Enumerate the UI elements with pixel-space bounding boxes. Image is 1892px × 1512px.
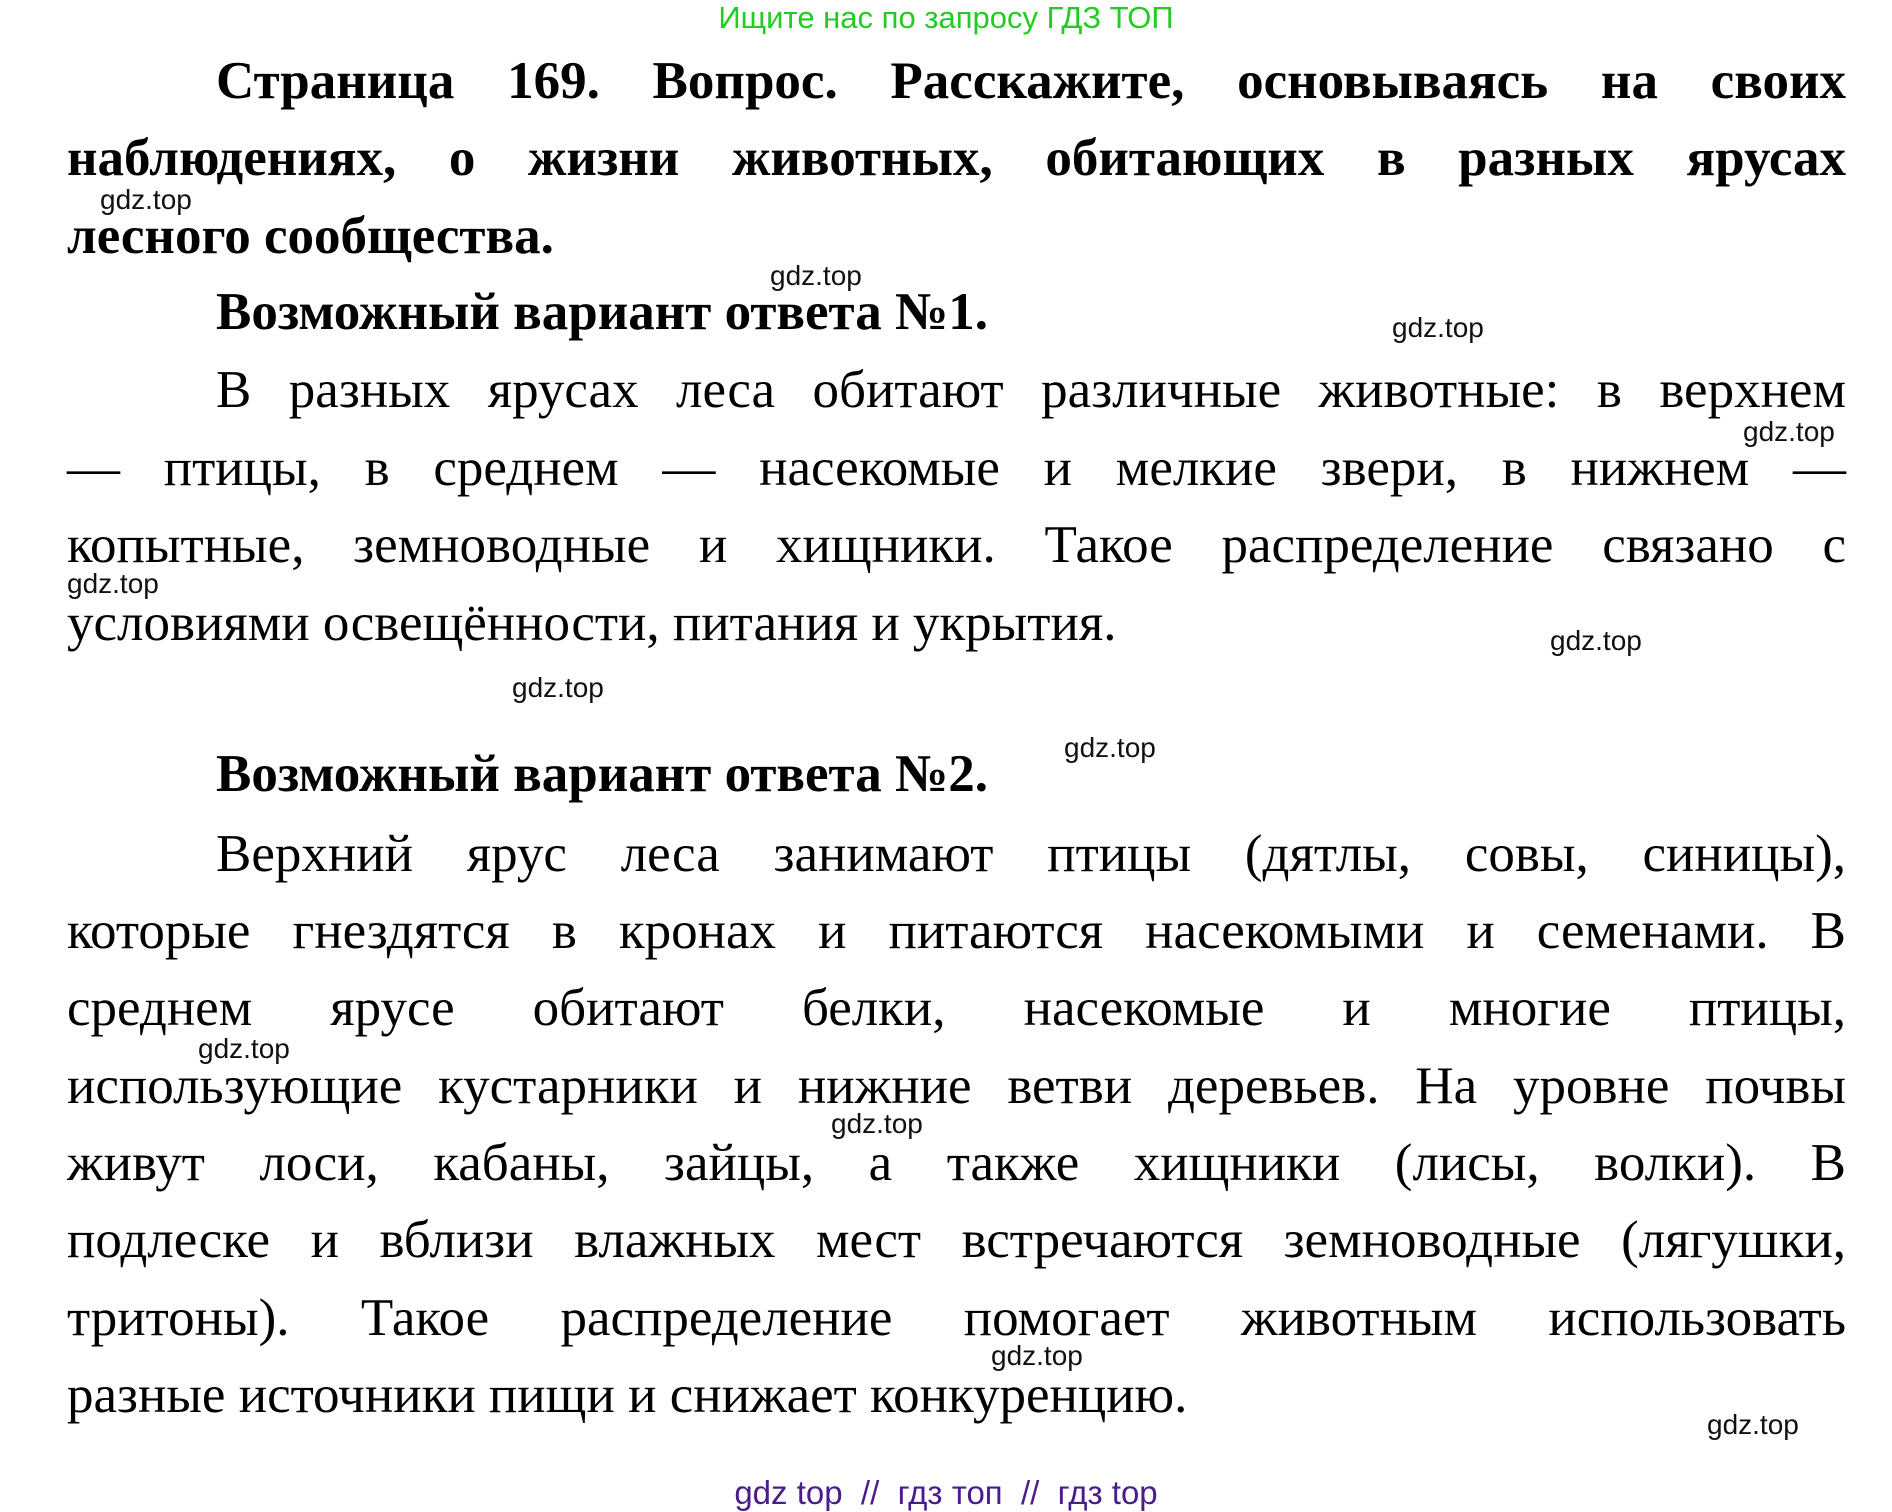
watermark: gdz.top — [1707, 1409, 1799, 1440]
watermark: gdz.top — [831, 1108, 923, 1139]
watermark: gdz.top — [67, 568, 159, 599]
watermark: gdz.top — [100, 184, 192, 215]
watermark: gdz.top — [1392, 312, 1484, 343]
answer2-line: Верхний ярус леса занимают птицы (дятлы, совы, синицы), — [216, 825, 1846, 883]
watermark: gdz.top — [1064, 732, 1156, 763]
answer2-line: живут лоси, кабаны, зайцы, а также хищники (лисы, волки). В — [67, 1134, 1846, 1192]
answer1-line: — птицы, в среднем — насекомые и мелкие звери, в нижнем — — [67, 439, 1846, 497]
answer2-line: подлеске и вблизи влажных мест встречаются земноводные (лягушки, — [67, 1211, 1846, 1269]
watermark: gdz.top — [198, 1033, 290, 1064]
watermark: gdz.top — [770, 260, 862, 291]
footer-watermark: gdz top // гдз топ // гдз top — [734, 1474, 1158, 1511]
answer1-line: копытные, земноводные и хищники. Такое распределение связано с — [67, 516, 1846, 574]
answer1-heading: Возможный вариант ответа №1. — [216, 283, 988, 341]
question-line: лесного сообщества. — [67, 207, 554, 265]
question-line: наблюдениях, о жизни животных, обитающих в разных ярусах — [67, 129, 1846, 187]
answer1-line: условиями освещённости, питания и укрытия. — [67, 594, 1117, 652]
watermark: gdz.top — [1550, 625, 1642, 656]
watermark: gdz.top — [512, 672, 604, 703]
search-banner: Ищите нас по запросу ГДЗ ТОП — [718, 0, 1174, 35]
question-line: Страница 169. Вопрос. Расскажите, основываясь на своих — [216, 52, 1846, 110]
answer2-line: среднем ярусе обитают белки, насекомые и многие птицы, — [67, 979, 1846, 1037]
answer1-line: В разных ярусах леса обитают различные животные: в верхнем — [216, 361, 1846, 419]
answer2-heading: Возможный вариант ответа №2. — [216, 745, 988, 803]
answer2-line: разные источники пищи и снижает конкуренцию. — [67, 1366, 1188, 1424]
answer2-line: которые гнездятся в кронах и питаются насекомыми и семенами. В — [67, 902, 1846, 960]
answer2-line: использующие кустарники и нижние ветви деревьев. На уровне почвы — [67, 1057, 1846, 1115]
watermark: gdz.top — [991, 1340, 1083, 1371]
watermark: gdz.top — [1743, 416, 1835, 447]
answer2-line: тритоны). Такое распределение помогает животным использовать — [67, 1289, 1846, 1347]
